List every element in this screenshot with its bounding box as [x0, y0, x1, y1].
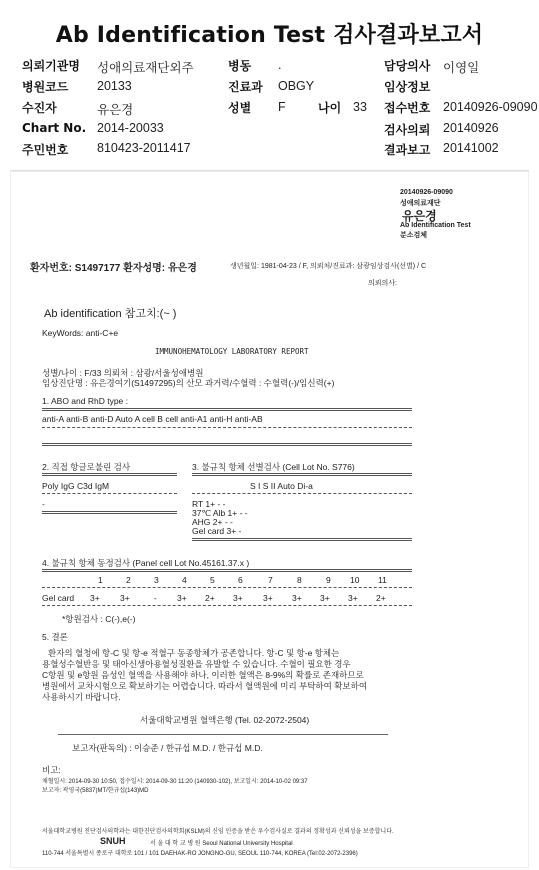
conclusion-line-3: C항원 및 e항원 음성인 혈액을 사용해야 하나, 이러한 혈액은 8-9%의 확률로 존재하므로	[42, 670, 364, 680]
panel-col-4: 4	[182, 575, 187, 585]
section-3-columns: S I S II Auto Di-a	[250, 481, 313, 491]
scanned-report	[10, 170, 529, 868]
ref-title: Ab identification 참고치:(~ )	[44, 308, 177, 320]
label-request: 검사의뢰	[384, 123, 431, 137]
blood-bank: 서울대학교병원 혈액은행 (Tel. 02-2072-2504)	[140, 715, 310, 725]
divider	[192, 493, 412, 494]
stamp-test: Ab Identification Test	[400, 222, 471, 229]
section-3-row-2: 37℃ Alb 1+ - -	[192, 508, 248, 518]
section-2-value: -	[42, 499, 45, 509]
value-age: 33	[353, 100, 367, 114]
stamp-number: 20140926-09090	[400, 189, 453, 196]
divider	[42, 605, 412, 606]
label-sex: 성별	[228, 101, 252, 115]
divider	[42, 493, 177, 494]
panel-col-5: 5	[210, 575, 215, 585]
section-1-columns: anti-A anti-B anti-D Auto A cell B cell anti-A1 anti-H anti-AB	[42, 414, 263, 424]
section-1-title: 1. ABO and RhD type :	[42, 396, 128, 406]
panel-val-5: 2+	[205, 593, 215, 603]
value-patient: 유은경	[97, 103, 134, 117]
panel-col-9: 9	[326, 575, 331, 585]
footer-address: 110-744 서울특별시 종로구 대학로 101 / 101 DAEHAK-RO JONGNO-GU, SEOUL 110-744, KOREA (Tel:02-2072-2396)	[42, 851, 358, 857]
divider	[42, 443, 412, 446]
value-ward: .	[278, 58, 282, 72]
info-line-1: 성별/나이 : F/33 의뢰처 : 삼광/서울성애병원	[42, 368, 204, 378]
stamp-name: 유은경	[402, 209, 437, 223]
panel-val-9: 3+	[320, 593, 330, 603]
divider	[58, 734, 388, 735]
panel-col-3: 3	[154, 575, 159, 585]
divider	[42, 427, 412, 428]
divider	[42, 473, 177, 476]
panel-col-1: 1	[98, 575, 103, 585]
value-report: 20141002	[443, 141, 499, 155]
section-3-row-3: AHG 2+ - -	[192, 517, 233, 527]
section-5-title: 5. 결론	[42, 632, 68, 642]
panel-val-10: 3+	[348, 593, 358, 603]
conclusion-line-2: 용혈성수혈반응 및 태아신생아용혈성질환을 유발할 수 있습니다. 수혈이 필요한 경우	[42, 659, 351, 669]
report-title: Ab Identification Test 검사결과보고서	[55, 23, 484, 48]
label-ward: 병동	[228, 59, 252, 73]
label-receipt-no: 접수번호	[384, 101, 431, 115]
section-2-title: 2. 직접 항글로불린 검사	[42, 462, 131, 472]
label-clinical: 임상정보	[384, 80, 431, 94]
footer-hospital: 서 울 대 학 교 병 원 Seoul National University Hospital	[150, 841, 293, 847]
label-institution: 의뢰기관명	[22, 59, 80, 73]
panel-col-6: 6	[238, 575, 243, 585]
panel-val-3: -	[154, 593, 157, 603]
divider	[42, 569, 412, 572]
label-rrn: 주민번호	[22, 143, 69, 157]
patient-line-2: 생년월일: 1981-04-23 / F, 의뢰처/진료과: 삼광임상검사(선별) / C	[230, 263, 427, 270]
divider	[42, 587, 412, 588]
value-sex: F	[278, 100, 286, 114]
value-hosp-code: 20133	[97, 79, 132, 93]
label-doctor: 담당의사	[384, 59, 431, 73]
doctor-line: 의뢰의사:	[368, 280, 397, 287]
dates-line: 채혈일시: 2014-09-30 10:50, 접수일시: 2014-09-30 11:20 (140930-102), 보고일시: 2014-10-02 09:37	[42, 779, 308, 785]
value-receipt-no: 20140926-09090	[443, 100, 538, 114]
stamp-extra: 분소검체	[400, 232, 428, 239]
section-3-title: 3. 불규칙 항체 선별검사 (Cell Lot No. S776)	[192, 462, 355, 472]
value-rrn: 810423-2011417	[97, 141, 191, 155]
divider	[42, 408, 412, 411]
label-report: 결과보고	[384, 143, 431, 157]
remark: 비고:	[42, 765, 61, 775]
reporter-line: 보고자(판독의) : 이승준 / 한규섭 M.D. / 한규섭 M.D.	[72, 743, 263, 753]
panel-col-8: 8	[297, 575, 302, 585]
antigen-test: *항원검사 : C(-),e(-)	[62, 614, 136, 624]
panel-row-label: Gel card	[42, 593, 75, 603]
panel-val-8: 3+	[292, 593, 302, 603]
label-patient: 수진자	[22, 101, 57, 115]
info-line-2: 임상진단명 : 유은경여기(S1497295)의 산모 과거력/수혈력 : 수혈력(-)/임신력(+)	[42, 378, 335, 388]
snuh-logo: SNUH	[100, 836, 126, 846]
reporter-2: 보고자: 곽영국(5837)MT/한규섭(143)MD	[42, 788, 149, 794]
value-doctor: 이영일	[443, 61, 480, 75]
section-2-columns: Poly IgG C3d IgM	[42, 481, 110, 491]
conclusion-line-5: 사용하시기 바랍니다.	[42, 692, 121, 702]
divider	[42, 511, 177, 514]
value-institution: 성애의료재단외주	[97, 61, 194, 75]
label-chart-no: Chart No.	[22, 121, 87, 135]
value-dept: OBGY	[278, 79, 315, 93]
conclusion-line-4: 병원에서 교차시험으로 확보하기는 어렵습니다. 따라서 혈액원에 미리 부탁하여 확보하여	[42, 681, 368, 691]
section-4-title: 4. 불규칙 항체 동정검사 (Panel cell Lot No.45161.37.x )	[42, 558, 250, 568]
panel-col-7: 7	[268, 575, 273, 585]
value-request: 20140926	[443, 121, 499, 135]
keywords: KeyWords: anti-C+e	[42, 328, 119, 338]
panel-col-2: 2	[126, 575, 131, 585]
field-institution	[22, 57, 80, 74]
value-chart-no: 2014-20033	[97, 121, 164, 135]
panel-col-10: 10	[350, 575, 360, 585]
label-age: 나이	[318, 101, 342, 115]
patient-line: 환자번호: S1497177 환자성명: 유은경	[30, 263, 197, 274]
divider	[192, 473, 412, 476]
panel-val-4: 3+	[177, 593, 187, 603]
divider	[192, 538, 412, 541]
panel-val-7: 3+	[263, 593, 273, 603]
label-dept: 진료과	[228, 80, 263, 94]
panel-val-1: 3+	[90, 593, 100, 603]
panel-val-6: 3+	[233, 593, 243, 603]
stamp-org: 성애의료재단	[400, 200, 441, 207]
panel-val-2: 3+	[120, 593, 130, 603]
section-3-row-4: Gel card 3+ -	[192, 526, 242, 536]
section-3-row-1: RT 1+ - -	[192, 499, 226, 509]
panel-val-11: 2+	[376, 593, 386, 603]
panel-col-11: 11	[378, 575, 387, 585]
footer-cert: 서울대학교병원 진단검사의학과는 대한진단검사의학회(KSLM)의 신임 인증을 받은 우수검사실로 결과의 정확성과 신뢰성을 보증합니다.	[42, 829, 394, 835]
label-hosp-code: 병원코드	[22, 80, 69, 94]
conclusion-line-1: 환자의 혈청에 항-C 및 항-e 적혈구 동종항체가 공존합니다. 항-C 및 항-e 항체는	[48, 648, 340, 658]
lab-report-heading: IMMUNOHEMATOLOGY LABORATORY REPORT	[155, 347, 309, 356]
